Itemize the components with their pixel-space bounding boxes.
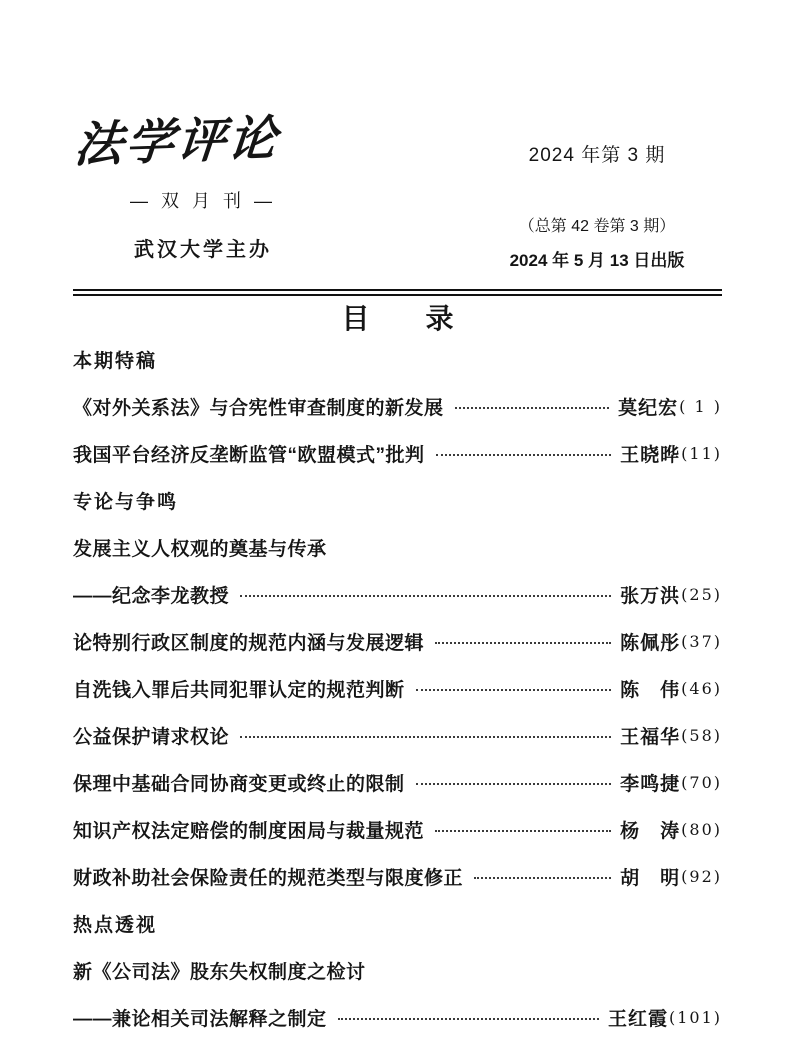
- toc-entry-subtitle: ——兼论相关司法解释之制定: [73, 1009, 327, 1030]
- toc-entry-author: 张万洪: [620, 586, 681, 607]
- toc-entry: [73, 806, 722, 853]
- toc-entry-page: (46): [681, 679, 722, 698]
- toc-section-heading: [73, 336, 722, 383]
- issue-info: [472, 116, 722, 271]
- toc-entry: [73, 571, 722, 618]
- toc-entry-page: (11): [681, 444, 722, 463]
- toc-entry-title: 保理中基础合同协商变更或终止的限制: [73, 774, 405, 795]
- toc-entry-page: ( 1 ): [679, 397, 722, 416]
- toc-entry-title: 《对外关系法》与合宪性审查制度的新发展: [73, 398, 444, 419]
- toc-entry-title-line: [73, 524, 722, 571]
- toc-entry-title-line: [73, 947, 722, 994]
- toc-entry-page: (25): [681, 585, 722, 604]
- dotted-leader: [416, 689, 612, 691]
- toc-entry-page: (37): [681, 632, 722, 651]
- toc-title: 目 录: [341, 303, 454, 334]
- dotted-leader: [474, 877, 611, 879]
- toc-entry-author: 王红霞: [607, 1009, 668, 1030]
- journal-logo: 法学评论: [72, 112, 282, 173]
- frequency-label: — 双 月 刊 —: [129, 190, 276, 211]
- section-heading-label: 热点透视: [73, 915, 158, 936]
- dotted-leader: [338, 1018, 599, 1020]
- toc-entry-title: 知识产权法定赔偿的制度困局与裁量规范: [73, 821, 425, 842]
- toc-entry: [73, 853, 722, 900]
- toc-entry-author: 杨 涛: [620, 821, 681, 842]
- double-rule-divider: [73, 289, 722, 296]
- toc-entry-page: (101): [668, 1008, 722, 1027]
- toc-entry-page: (92): [681, 867, 722, 886]
- dotted-leader: [455, 407, 610, 409]
- toc-entry-title: 发展主义人权观的奠基与传承: [73, 539, 327, 560]
- publisher-label: 武汉大学主办: [134, 238, 272, 261]
- toc-list: [73, 336, 722, 1041]
- section-heading-label: 本期特稿: [73, 351, 158, 372]
- section-heading-label: 专论与争鸣: [73, 492, 179, 513]
- volume-label: （总第 42 卷第 3 期）: [518, 218, 676, 235]
- toc-entry-author: 陈 伟: [620, 680, 681, 701]
- journal-brand: [72, 112, 333, 262]
- toc-entry: [73, 712, 722, 759]
- publish-date: 2024 年 5 月 13 日出版: [509, 251, 685, 270]
- toc-entry-author: 莫纪宏: [618, 398, 679, 419]
- toc-entry-title: 我国平台经济反垄断监管“欧盟模式”批判: [73, 445, 425, 466]
- toc-entry-title: 新《公司法》股东失权制度之检讨: [73, 962, 366, 983]
- toc-entry: [73, 618, 722, 665]
- journal-header: [73, 0, 722, 271]
- toc-section-heading: [73, 477, 722, 524]
- toc-entry-title: 论特别行政区制度的规范内涵与发展逻辑: [73, 633, 425, 654]
- toc-entry-subtitle: ——纪念李龙教授: [73, 586, 230, 607]
- dotted-leader: [435, 642, 611, 644]
- dotted-leader: [240, 595, 611, 597]
- toc-entry: [73, 759, 722, 806]
- toc-entry-author: 王福华: [620, 727, 681, 748]
- dotted-leader: [240, 736, 611, 738]
- issue-label: 2024 年第 3 期: [528, 145, 666, 166]
- toc-entry-page: (70): [681, 773, 722, 792]
- toc-entry-author: 李鸣捷: [620, 774, 681, 795]
- toc-section-heading: [73, 900, 722, 947]
- toc-entry-author: 王晓晔: [620, 445, 681, 466]
- toc-entry: [73, 430, 722, 477]
- dotted-leader: [435, 830, 611, 832]
- toc-entry-title: 自洗钱入罪后共同犯罪认定的规范判断: [73, 680, 405, 701]
- toc-entry-author: 胡 明: [620, 868, 681, 889]
- toc-entry-page: (80): [681, 820, 722, 839]
- toc-entry-page: (58): [681, 726, 722, 745]
- dotted-leader: [436, 454, 612, 456]
- toc-entry-title: 公益保护请求权论: [73, 727, 230, 748]
- toc-entry: [73, 383, 722, 430]
- toc-entry: [73, 994, 722, 1041]
- toc-entry: [73, 665, 722, 712]
- toc-entry-title: 财政补助社会保险责任的规范类型与限度修正: [73, 868, 464, 889]
- dotted-leader: [416, 783, 612, 785]
- toc-entry-author: 陈佩彤: [620, 633, 681, 654]
